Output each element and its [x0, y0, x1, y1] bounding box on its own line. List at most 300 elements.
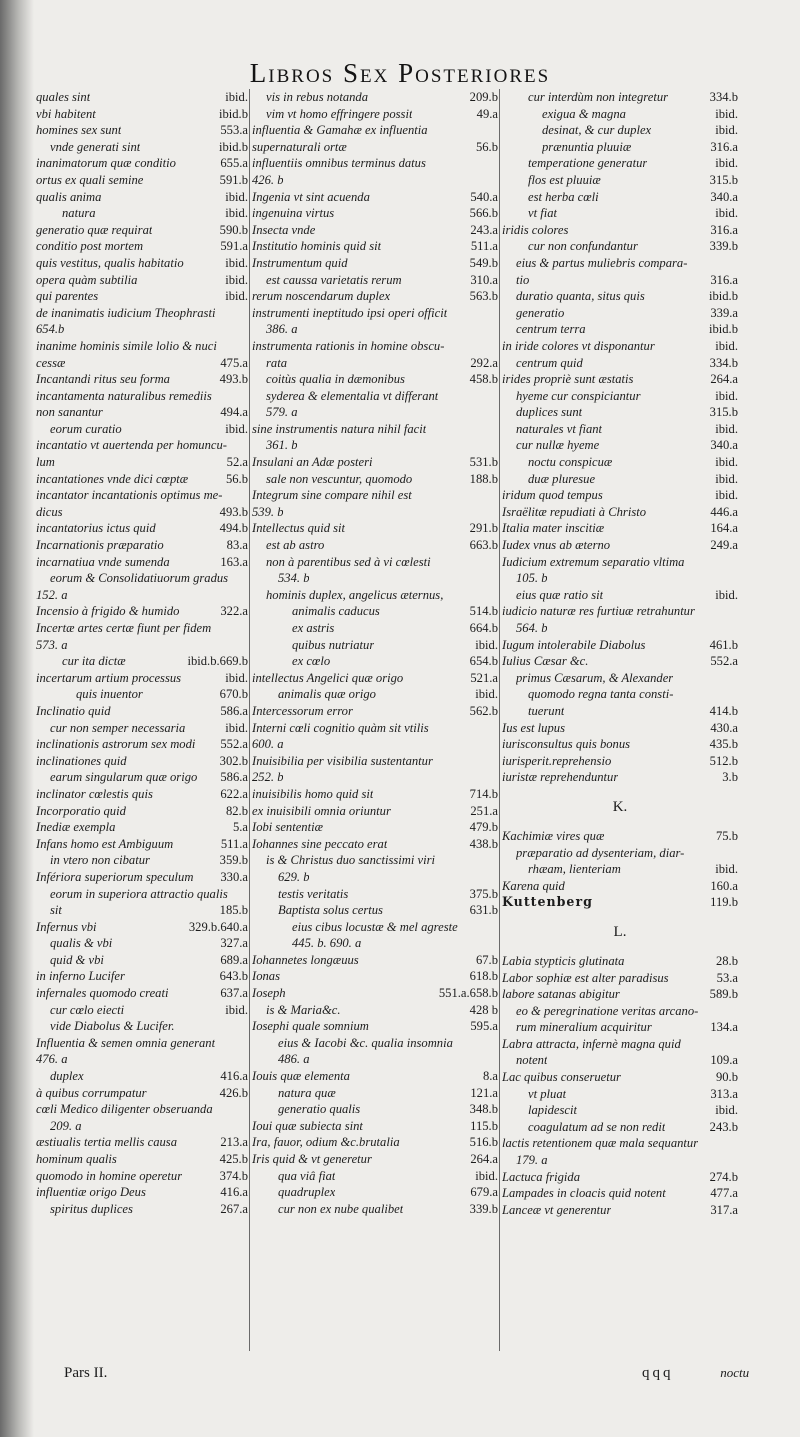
index-entry — [36, 338, 248, 355]
entry-reference: 375.b — [469, 886, 498, 901]
entry-term: in iride colores vt disponantur — [502, 338, 655, 353]
index-entry — [502, 172, 738, 189]
index-entry — [252, 620, 498, 637]
index-entry — [36, 869, 248, 886]
entry-term: Iohannes sine peccato erat — [252, 836, 388, 851]
entry-term: incantatio vt auertenda per homuncu- — [36, 438, 227, 453]
entry-reference: 438.b — [469, 836, 498, 851]
entry-term: 534. b — [278, 571, 310, 586]
entry-reference — [734, 620, 738, 637]
entry-term: Labor sophiæ est alter paradisus — [502, 970, 669, 985]
part-label: Pars II. — [64, 1365, 108, 1381]
entry-term: quis inuentor — [76, 687, 143, 702]
entry-reference: 655.a — [220, 156, 248, 171]
entry-reference: 313.a — [710, 1086, 738, 1101]
index-entry — [252, 238, 498, 255]
entry-reference — [494, 504, 498, 521]
entry-term: coitùs qualia in dæmonibus — [266, 372, 405, 387]
entry-term: natura quæ — [278, 1085, 336, 1100]
entry-reference: 428 b — [469, 1002, 498, 1017]
index-column-right — [502, 89, 738, 1351]
entry-reference: 291.b — [469, 521, 498, 536]
entry-reference: 591.b — [219, 172, 248, 187]
entry-reference: 329.b.640.a — [188, 919, 248, 934]
entry-reference: 115.b — [470, 1118, 498, 1133]
entry-reference: 334.b — [709, 355, 738, 370]
entry-term: 445. b. 690. a — [292, 936, 362, 951]
entry-term: Intellectus quid sit — [252, 521, 346, 536]
entry-reference — [734, 570, 738, 587]
index-entry — [252, 305, 498, 322]
index-entry — [252, 769, 498, 786]
entry-reference — [734, 1152, 738, 1169]
entry-reference — [494, 338, 498, 355]
entry-term: testis veritatis — [278, 886, 349, 901]
entry-term: opera quàm subtilia — [36, 272, 138, 287]
index-entry — [502, 1185, 738, 1202]
index-entry — [502, 272, 738, 289]
entry-term: Ioui quæ subiecta sint — [252, 1118, 363, 1133]
entry-term: ortus ex quali semine — [36, 172, 144, 187]
index-entry — [36, 952, 248, 969]
entry-reference: 251.a — [470, 803, 498, 818]
entry-term: labore satanas abigitur — [502, 987, 620, 1002]
entry-reference: 521.a — [470, 670, 498, 685]
entry-term: est ab astro — [266, 538, 325, 553]
index-entry — [36, 753, 248, 770]
index-entry — [502, 986, 738, 1003]
entry-reference — [734, 686, 738, 703]
index-entry — [502, 504, 738, 521]
index-entry — [252, 819, 498, 836]
index-entry — [502, 1069, 738, 1086]
entry-reference: ibid. — [475, 1168, 498, 1183]
entry-term: Iobi sententiæ — [252, 820, 324, 835]
entry-reference — [494, 421, 498, 438]
entry-term: non à parentibus sed à vi cœlesti — [266, 554, 431, 569]
entry-term: influentiæ origo Deus — [36, 1185, 146, 1200]
entry-term: qui parentes — [36, 289, 99, 304]
entry-term: inclinationis astrorum sex modi — [36, 737, 196, 752]
index-entry — [502, 653, 738, 670]
entry-term: Iohannetes longæuus — [252, 952, 359, 967]
entry-reference: 292.a — [470, 355, 498, 370]
entry-term: instrumenti ineptitudo ipsi operi officit — [252, 305, 448, 320]
index-entry — [252, 155, 498, 172]
entry-term: æstiualis tertia mellis causa — [36, 1135, 177, 1150]
entry-term: generatio quæ requirat — [36, 222, 153, 237]
entry-term: Infernus vbi — [36, 919, 97, 934]
entry-term: 486. a — [278, 1052, 310, 1067]
entry-term: duæ pluresue — [528, 471, 596, 486]
entry-reference: ibid. — [715, 1103, 738, 1118]
entry-term: Incarnationis præparatio — [36, 538, 164, 553]
entry-term: inuisibilis homo quid sit — [252, 786, 374, 801]
entry-term: conditio post mortem — [36, 239, 144, 254]
entry-reference: ibid. — [715, 123, 738, 138]
entry-reference: 551.a.658.b — [438, 986, 498, 1001]
index-entry — [252, 189, 498, 206]
entry-reference: 310.a — [470, 272, 498, 287]
entry-term: Iris quid & vt generetur — [252, 1152, 372, 1166]
index-entry — [252, 487, 498, 504]
index-entry — [252, 222, 498, 239]
index-entry — [36, 155, 248, 172]
entry-reference: ibid. — [715, 338, 738, 353]
entry-reference: 249.a — [710, 538, 738, 553]
entry-term: 573. a — [36, 637, 68, 652]
entry-reference: ibid.b — [218, 106, 248, 121]
index-entry — [502, 404, 738, 421]
entry-reference — [244, 587, 248, 604]
index-entry — [252, 968, 498, 985]
index-entry — [252, 321, 498, 338]
index-entry — [252, 1134, 498, 1151]
entry-term: animalis quæ origo — [278, 687, 376, 702]
entry-reference: 339.b — [709, 239, 738, 254]
entry-term: incarnatiua vnde sumenda — [36, 554, 170, 569]
index-entry — [502, 1036, 738, 1053]
index-entry — [252, 388, 498, 405]
index-entry — [252, 421, 498, 438]
entry-reference: 213.a — [220, 1135, 248, 1150]
entry-reference: ibid. — [715, 471, 738, 486]
entry-term: Incantandi ritus seu forma — [36, 372, 170, 387]
index-entry — [36, 1118, 248, 1135]
index-entry — [36, 803, 248, 820]
index-entry — [36, 935, 248, 952]
index-entry — [36, 1201, 248, 1218]
entry-term: incantationes vnde dici cœptæ — [36, 471, 189, 486]
entry-term: prænuntia pluuiæ — [542, 139, 632, 154]
entry-term: rhæam, lienteriam — [528, 862, 621, 877]
index-entry — [502, 1052, 738, 1069]
index-entry — [502, 537, 738, 554]
entry-reference: ibid. — [225, 289, 248, 304]
entry-term: vide Diabolus & Lucifer. — [50, 1019, 175, 1034]
entry-term: iuristæ reprehenduntur — [502, 770, 619, 785]
index-entry — [36, 919, 248, 936]
index-entry — [252, 537, 498, 554]
index-entry — [502, 122, 738, 139]
entry-term: Inediæ exempla — [36, 820, 116, 835]
entry-term: cur non confundantur — [528, 239, 638, 254]
entry-term: eorum & Consolidatiuorum gradus — [50, 571, 229, 586]
entry-term: inanime hominis simile lolio & nuci — [36, 338, 217, 353]
entry-reference: 327.a — [220, 936, 248, 951]
entry-term: Ira, fauor, odium &c.brutalia — [252, 1135, 400, 1150]
index-entry — [36, 1035, 248, 1052]
entry-reference — [244, 305, 248, 322]
index-entry — [36, 487, 248, 504]
entry-reference — [244, 338, 248, 355]
index-entry — [36, 886, 248, 903]
index-entry — [252, 520, 498, 537]
index-entry — [252, 1051, 498, 1068]
entry-reference — [494, 487, 498, 504]
entry-term: cessæ — [36, 355, 66, 370]
entry-reference: 340.a — [710, 438, 738, 453]
entry-reference: 663.b — [469, 538, 498, 553]
index-entry — [502, 587, 738, 604]
entry-term: Institutio hominis quid sit — [252, 239, 382, 254]
entry-reference: ibid. — [715, 106, 738, 121]
entry-reference: 595.a — [470, 1019, 498, 1034]
index-entry — [252, 670, 498, 687]
entry-reference: ibid.b — [708, 322, 738, 337]
entry-reference — [494, 919, 498, 936]
index-entry — [252, 1035, 498, 1052]
entry-reference: 359.b — [219, 853, 248, 868]
entry-term: est herba cœli — [528, 189, 599, 204]
entry-term: animalis caducus — [292, 604, 380, 619]
index-entry — [252, 172, 498, 189]
entry-term: Iudicium extremum separatio vltima — [502, 554, 685, 569]
index-entry — [252, 1002, 498, 1019]
index-entry — [36, 769, 248, 786]
entry-reference: 316.a — [710, 272, 738, 287]
entry-term: notent — [516, 1053, 548, 1068]
index-entry — [502, 1086, 738, 1103]
entry-term: 386. a — [266, 322, 298, 337]
index-entry — [36, 1018, 248, 1035]
index-entry — [502, 388, 738, 405]
index-column-middle — [252, 89, 498, 1351]
entry-term: lactis retentionem quæ mala sequantur — [502, 1136, 699, 1151]
entry-term: Influentia & semen omnia generant — [36, 1035, 216, 1050]
index-entry — [502, 471, 738, 488]
index-entry — [252, 504, 498, 521]
index-entry — [36, 272, 248, 289]
entry-term: 105. b — [516, 571, 548, 586]
index-entry — [36, 189, 248, 206]
entry-term: 629. b — [278, 869, 310, 884]
entry-reference: 618.b — [469, 969, 498, 984]
entry-reference — [494, 769, 498, 786]
entry-term: vt pluat — [528, 1086, 567, 1101]
entry-reference: ibid. — [225, 206, 248, 221]
entry-reference: 512.b — [709, 753, 738, 768]
entry-reference: 549.b — [469, 255, 498, 270]
entry-term: Lactuca frigida — [502, 1169, 581, 1184]
entry-reference — [244, 886, 248, 903]
entry-term: Ius est lupus — [502, 720, 565, 735]
entry-term: Baptista solus certus — [278, 903, 383, 918]
index-entry — [252, 1118, 498, 1135]
index-entry — [252, 122, 498, 139]
entry-term: vt fiat — [528, 206, 558, 221]
entry-term: sine instrumentis natura nihil facit — [252, 421, 427, 436]
entry-reference — [494, 321, 498, 338]
entry-reference: 56.b — [225, 471, 248, 486]
entry-reference: ibid. — [715, 488, 738, 503]
entry-term: 600. a — [252, 737, 284, 752]
entry-reference: 75.b — [715, 828, 738, 843]
entry-term: Labra attracta, infernè magna quid — [502, 1036, 681, 1051]
entry-term: cur ita dictæ — [62, 654, 126, 669]
index-entry — [36, 554, 248, 571]
entry-reference — [734, 845, 738, 862]
index-entry — [502, 1169, 738, 1186]
entry-term: Iouis quæ elementa — [252, 1069, 350, 1084]
entry-term: 252. b — [252, 770, 284, 785]
entry-reference: 435.b — [709, 737, 738, 752]
entry-term: Interni cœli cognitio quàm sit vtilis — [252, 720, 429, 735]
entry-term: influentiis omnibus terminus datus — [252, 156, 426, 171]
entry-reference: 340.a — [710, 189, 738, 204]
entry-reference: 531.b — [469, 455, 498, 470]
index-entry — [36, 703, 248, 720]
entry-reference — [244, 1035, 248, 1052]
catchword: noctu — [720, 1365, 750, 1380]
entry-term: natura — [62, 206, 96, 221]
entry-term: syderea & elementalia vt differant — [266, 388, 439, 403]
index-entry — [36, 1085, 248, 1102]
entry-reference: 475.a — [220, 355, 248, 370]
entry-term: ex inuisibili omnia oriuntur — [252, 803, 391, 818]
entry-term: eorum in superiora attractio qualis — [50, 886, 228, 901]
entry-term: ex cœlo — [292, 654, 331, 669]
entry-term: 476. a — [36, 1052, 68, 1067]
entry-term: 426. b — [252, 172, 284, 187]
entry-reference — [734, 1036, 738, 1053]
index-entry — [252, 1085, 498, 1102]
entry-reference: 477.a — [710, 1186, 738, 1201]
entry-reference: 514.b — [469, 604, 498, 619]
entry-reference: 493.b — [219, 372, 248, 387]
index-entry — [502, 520, 738, 537]
entry-reference: 654.b — [469, 654, 498, 669]
index-entry — [36, 471, 248, 488]
entry-term: in vtero non cibatur — [50, 853, 150, 868]
index-entry — [36, 836, 248, 853]
entry-term: iridis colores — [502, 222, 569, 237]
entry-reference — [494, 388, 498, 405]
entry-reference: 458.b — [469, 372, 498, 387]
index-entry — [36, 537, 248, 554]
entry-term: Instrumentum quid — [252, 255, 348, 270]
entry-reference: 317.a — [710, 1202, 738, 1217]
entry-term: cur interdùm non integretur — [528, 90, 669, 104]
entry-term: præparatio ad dysenteriam, diar- — [516, 845, 685, 860]
index-entry — [252, 1151, 498, 1168]
entry-term: lapidescit — [528, 1103, 577, 1118]
entry-term: irides propriè sunt æstatis — [502, 372, 634, 387]
entry-reference — [494, 305, 498, 322]
entry-reference: 586.a — [220, 770, 248, 785]
entry-reference — [494, 587, 498, 604]
index-entry — [36, 355, 248, 372]
entry-reference: 590.b — [219, 222, 248, 237]
entry-term: homines sex sunt — [36, 123, 122, 138]
entry-reference: 322.a — [220, 604, 248, 619]
index-entry — [252, 686, 498, 703]
index-entry — [252, 653, 498, 670]
entry-reference: ibid. — [715, 206, 738, 221]
entry-reference — [734, 554, 738, 571]
entry-term: exigua & magna — [542, 106, 626, 121]
index-entry — [502, 189, 738, 206]
entry-reference: 540.a — [470, 189, 498, 204]
entry-term: Lanceæ vt generentur — [502, 1202, 612, 1217]
index-entry — [36, 454, 248, 471]
index-entry — [502, 222, 738, 239]
index-entry — [36, 321, 248, 338]
entry-reference: 264.a — [470, 1152, 498, 1166]
index-entry — [252, 355, 498, 372]
entry-term: 564. b — [516, 621, 548, 635]
entry-term: qua viâ fiat — [278, 1168, 336, 1183]
entry-term: inanimatorum quæ conditio — [36, 156, 176, 171]
index-entry — [36, 1068, 248, 1085]
entry-reference: 134.a — [710, 1020, 738, 1035]
index-entry — [502, 670, 738, 687]
entry-term: Inclinatio quid — [36, 703, 111, 718]
entry-term: Insulani an Adæ posteri — [252, 455, 373, 470]
entry-term: ex astris — [292, 621, 335, 635]
entry-reference: ibid.b — [708, 289, 738, 304]
entry-term: Incertæ artes certæ fiunt per fidem — [36, 621, 212, 635]
entry-term: incantatorius ictus quid — [36, 521, 156, 536]
entry-term: influentia & Gamahæ ex influentia — [252, 123, 428, 138]
entry-term: dicus — [36, 504, 63, 519]
entry-term: Iugum intolerabile Diabolus — [502, 637, 646, 652]
entry-reference: 3.b — [722, 770, 738, 785]
index-entry — [252, 720, 498, 737]
index-entry — [252, 454, 498, 471]
entry-reference: 185.b — [219, 903, 248, 918]
index-entry — [502, 894, 738, 911]
index-entry — [502, 238, 738, 255]
index-entry — [502, 371, 738, 388]
entry-term: hyeme cur conspiciantur — [516, 388, 641, 403]
entry-reference — [244, 437, 248, 454]
index-entry — [36, 371, 248, 388]
index-entry — [36, 570, 248, 587]
entry-reference — [244, 321, 248, 338]
entry-reference: 563.b — [469, 289, 498, 304]
index-entry — [36, 587, 248, 604]
entry-reference: 83.a — [226, 538, 248, 553]
entry-term: 579. a — [266, 405, 298, 420]
entry-term: Inuisibilia per visibilia sustentantur — [252, 753, 433, 768]
entry-reference: 566.b — [469, 206, 498, 221]
index-entry — [252, 736, 498, 753]
entry-reference: ibid. — [225, 670, 248, 685]
entry-term: Insecta vnde — [252, 222, 316, 237]
entry-term: tio — [516, 272, 530, 287]
entry-term: quid & vbi — [50, 952, 104, 967]
entry-reference — [494, 155, 498, 172]
entry-reference: 589.b — [709, 987, 738, 1002]
index-entry — [36, 902, 248, 919]
entry-term: eius cibus locustæ & mel agreste — [292, 919, 458, 934]
entry-reference — [494, 1035, 498, 1052]
entry-reference: ibid. — [225, 272, 248, 287]
entry-term: earum singularum quæ origo — [50, 770, 198, 785]
index-entry — [252, 255, 498, 272]
entry-term: qualis & vbi — [50, 936, 113, 951]
entry-term: quadruplex — [278, 1185, 336, 1200]
entry-reference: 622.a — [220, 786, 248, 801]
index-entry — [502, 89, 738, 106]
entry-term: Kachimiæ vires quæ — [502, 828, 605, 843]
entry-reference — [244, 1101, 248, 1118]
entry-reference: 552.a — [220, 737, 248, 752]
entry-term: coagulatum ad se non redit — [528, 1119, 666, 1134]
index-entry — [502, 720, 738, 737]
index-entry — [502, 305, 738, 322]
